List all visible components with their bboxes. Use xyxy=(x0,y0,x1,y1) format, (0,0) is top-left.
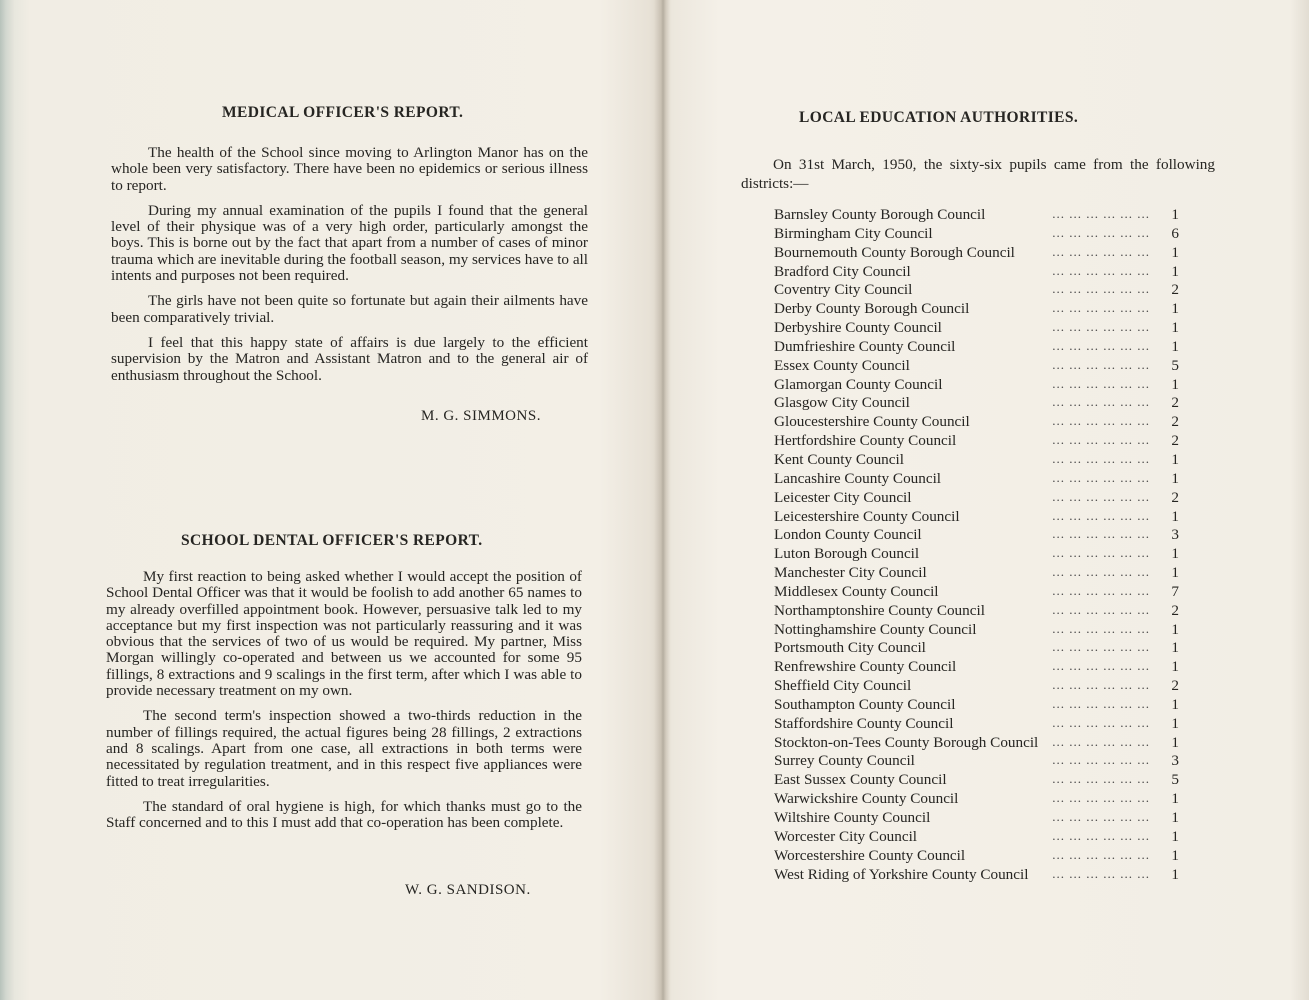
lea-name: Middlesex County Council xyxy=(774,582,939,600)
lea-name: Essex County Council xyxy=(774,356,910,374)
lea-row xyxy=(774,432,1194,451)
lea-row xyxy=(774,451,1194,470)
medical-paragraph: During my annual examination of the pupils I found that the general level of their physique was of a very high order, particularly amongst the boys. This is borne out by the fact that apart from a number of cases of minor trauma which are inevitable during the football season, my services have to all intents and purposes not been required. xyxy=(111,201,588,285)
lea-row xyxy=(774,338,1194,357)
leader-dots: ... ... ... ... ... ... xyxy=(1052,790,1150,806)
lea-name: Worcestershire County Council xyxy=(774,846,966,864)
lea-name: Northamptonshire County Council xyxy=(774,601,985,619)
lea-row xyxy=(774,658,1194,677)
lea-name: Barnsley County Borough Council xyxy=(774,206,986,223)
leader-dots: ... ... ... ... ... ... xyxy=(1052,394,1150,410)
lea-count: 1 xyxy=(1171,375,1179,393)
lea-row xyxy=(774,564,1194,583)
lea-count: 1 xyxy=(1171,545,1179,563)
lea-count: 5 xyxy=(1171,771,1179,789)
leader-dots: ... ... ... ... ... ... xyxy=(1052,413,1150,429)
lea-row xyxy=(774,828,1194,847)
lea-name: Lancashire County Council xyxy=(774,469,942,487)
lea-name: Nottinghamshire County Council xyxy=(774,620,977,638)
medical-signature: M. G. SIMMONS. xyxy=(421,408,541,424)
lea-count: 2 xyxy=(1171,432,1179,450)
medical-paragraph: I feel that this happy state of affairs is due largely to the efficient supervision by the Matron and Assistant Matron and to the general air of enthusiasm throughout the School. xyxy=(111,333,588,384)
lea-name: Coventry City Council xyxy=(774,281,913,299)
lea-row xyxy=(774,470,1194,489)
leader-dots: ... ... ... ... ... ... xyxy=(1052,582,1150,598)
lea-row xyxy=(774,847,1194,866)
lea-name: Derbyshire County Council xyxy=(774,319,942,337)
lea-count: 3 xyxy=(1171,526,1179,544)
leader-dots: ... ... ... ... ... ... xyxy=(1052,809,1150,824)
dental-signature: W. G. SANDISON. xyxy=(405,882,531,898)
lea-count: 1 xyxy=(1171,658,1179,676)
lea-count: 2 xyxy=(1171,601,1179,619)
medical-report-body xyxy=(111,145,588,393)
lea-count: 1 xyxy=(1171,507,1179,525)
lea-name: Leicester City Council xyxy=(774,488,912,506)
lea-name: Surrey County Council xyxy=(774,752,915,770)
lea-row xyxy=(774,281,1194,300)
lea-name: West Riding of Yorkshire County Council xyxy=(774,865,1029,883)
leader-dots: ... ... ... ... ... ... xyxy=(1052,300,1150,316)
lea-list xyxy=(774,206,1194,884)
lea-intro: On 31st March, 1950, the sixty-six pupils came from the following districts:— xyxy=(741,156,1215,192)
leader-dots: ... ... ... ... ... ... xyxy=(1052,375,1150,391)
medical-report-title: MEDICAL OFFICER'S REPORT. xyxy=(222,104,464,121)
lea-row xyxy=(774,602,1194,621)
lea-name: Southampton County Council xyxy=(774,695,956,713)
leader-dots: ... ... ... ... ... ... xyxy=(1052,677,1150,693)
lea-count: 2 xyxy=(1171,677,1179,695)
lea-name: Glasgow City Council xyxy=(774,394,910,412)
lea-row xyxy=(774,677,1194,696)
lea-count: 1 xyxy=(1171,206,1179,223)
lea-name: Wiltshire County Council xyxy=(774,809,931,826)
leader-dots: ... ... ... ... ... ... xyxy=(1052,206,1150,221)
leader-dots: ... ... ... ... ... ... xyxy=(1052,695,1150,711)
lea-count: 1 xyxy=(1171,564,1179,582)
dental-paragraph: The second term's inspection showed a two-thirds reduction in the number of fillings required, the actual figures being 28 fillings, 2 extractions and 8 scalings. Apart from one case, all extractions in both terms were necessitated by regulation treatment, and in this respect five appliances were fitted to treat irregularities. xyxy=(106,707,582,790)
leader-dots: ... ... ... ... ... ... xyxy=(1052,564,1150,580)
lea-name: Manchester City Council xyxy=(774,564,927,582)
lea-row xyxy=(774,734,1194,753)
lea-row xyxy=(774,621,1194,640)
lea-name: Derby County Borough Council xyxy=(774,300,970,318)
lea-title: LOCAL EDUCATION AUTHORITIES. xyxy=(799,109,1079,126)
lea-name: London County Council xyxy=(774,526,922,544)
lea-row xyxy=(774,696,1194,715)
leader-dots: ... ... ... ... ... ... xyxy=(1052,337,1150,353)
leader-dots: ... ... ... ... ... ... xyxy=(1052,469,1150,485)
lea-name: Sheffield City Council xyxy=(774,677,912,695)
lea-row xyxy=(774,263,1194,282)
lea-name: Gloucestershire County Council xyxy=(774,413,970,431)
lea-row xyxy=(774,583,1194,602)
lea-name: Renfrewshire County Council xyxy=(774,658,957,676)
lea-count: 2 xyxy=(1171,281,1179,299)
lea-count: 3 xyxy=(1171,752,1179,770)
lea-row xyxy=(774,206,1194,225)
lea-name: Dumfrieshire County Council xyxy=(774,337,956,355)
lea-count: 2 xyxy=(1171,394,1179,412)
leader-dots: ... ... ... ... ... ... xyxy=(1052,733,1150,749)
lea-row xyxy=(774,809,1194,828)
leader-dots: ... ... ... ... ... ... xyxy=(1052,281,1150,297)
leader-dots: ... ... ... ... ... ... xyxy=(1052,507,1150,523)
leader-dots: ... ... ... ... ... ... xyxy=(1052,639,1150,655)
lea-count: 1 xyxy=(1171,714,1179,732)
lea-count: 1 xyxy=(1171,790,1179,808)
leader-dots: ... ... ... ... ... ... xyxy=(1052,827,1150,843)
lea-count: 1 xyxy=(1171,262,1179,280)
leader-dots: ... ... ... ... ... ... xyxy=(1052,488,1150,504)
lea-row xyxy=(774,225,1194,244)
lea-row xyxy=(774,489,1194,508)
lea-row xyxy=(774,526,1194,545)
leader-dots: ... ... ... ... ... ... xyxy=(1052,620,1150,636)
leader-dots: ... ... ... ... ... ... xyxy=(1052,243,1150,259)
lea-name: Warwickshire County Council xyxy=(774,790,959,808)
lea-name: Birmingham City Council xyxy=(774,224,933,242)
lea-count: 1 xyxy=(1171,733,1179,751)
leader-dots: ... ... ... ... ... ... xyxy=(1052,601,1150,617)
lea-row xyxy=(774,319,1194,338)
lea-count: 5 xyxy=(1171,356,1179,374)
medical-paragraph: The girls have not been quite so fortunate but again their ailments have been comparatively trivial. xyxy=(111,292,588,326)
lea-row xyxy=(774,508,1194,527)
lea-row xyxy=(774,639,1194,658)
leader-dots: ... ... ... ... ... ... xyxy=(1052,262,1150,278)
lea-count: 1 xyxy=(1171,243,1179,261)
lea-name: Glamorgan County Council xyxy=(774,375,943,393)
lea-row xyxy=(774,752,1194,771)
lea-name: Leicestershire County Council xyxy=(774,507,960,525)
leader-dots: ... ... ... ... ... ... xyxy=(1052,865,1150,881)
lea-count: 7 xyxy=(1171,582,1179,600)
lea-count: 1 xyxy=(1171,620,1179,638)
lea-name: Hertfordshire County Council xyxy=(774,432,957,450)
leader-dots: ... ... ... ... ... ... xyxy=(1052,771,1150,787)
leader-dots: ... ... ... ... ... ... xyxy=(1052,752,1150,768)
lea-name: Bournemouth County Borough Council xyxy=(774,243,1015,261)
lea-count: 1 xyxy=(1171,469,1179,487)
lea-count: 2 xyxy=(1171,488,1179,506)
lea-name: Luton Borough Council xyxy=(774,545,920,563)
leader-dots: ... ... ... ... ... ... xyxy=(1052,450,1150,466)
leader-dots: ... ... ... ... ... ... xyxy=(1052,714,1150,730)
leader-dots: ... ... ... ... ... ... xyxy=(1052,846,1150,862)
lea-count: 1 xyxy=(1171,827,1179,845)
lea-count: 6 xyxy=(1171,224,1179,242)
lea-row xyxy=(774,715,1194,734)
lea-count: 1 xyxy=(1171,846,1179,864)
leader-dots: ... ... ... ... ... ... xyxy=(1052,526,1150,542)
lea-name: East Sussex County Council xyxy=(774,771,947,789)
lea-row xyxy=(774,413,1194,432)
lea-row xyxy=(774,300,1194,319)
lea-count: 1 xyxy=(1171,809,1179,826)
leader-dots: ... ... ... ... ... ... xyxy=(1052,319,1150,335)
lea-count: 2 xyxy=(1171,413,1179,431)
lea-row xyxy=(774,244,1194,263)
lea-row xyxy=(774,866,1194,885)
lea-name: Kent County Council xyxy=(774,450,904,468)
right-page xyxy=(664,0,1309,1000)
lea-row xyxy=(774,771,1194,790)
lea-count: 1 xyxy=(1171,865,1179,883)
lea-name: Bradford City Council xyxy=(774,262,911,280)
leader-dots: ... ... ... ... ... ... xyxy=(1052,224,1150,240)
lea-count: 1 xyxy=(1171,300,1179,318)
lea-row xyxy=(774,394,1194,413)
lea-name: Portsmouth City Council xyxy=(774,639,926,657)
leader-dots: ... ... ... ... ... ... xyxy=(1052,545,1150,561)
lea-count: 1 xyxy=(1171,337,1179,355)
dental-paragraph: The standard of oral hygiene is high, for which thanks must go to the Staff concerned and to this I must add that co-operation has been complete. xyxy=(106,797,582,832)
lea-row xyxy=(774,376,1194,395)
lea-row xyxy=(774,790,1194,809)
lea-count: 1 xyxy=(1171,319,1179,337)
leader-dots: ... ... ... ... ... ... xyxy=(1052,658,1150,674)
lea-row xyxy=(774,545,1194,564)
lea-count: 1 xyxy=(1171,695,1179,713)
lea-name: Stockton-on-Tees County Borough Council xyxy=(774,733,1039,751)
medical-paragraph: The health of the School since moving to Arlington Manor has on the whole been very satisfactory. There have been no epidemics or serious illness to report. xyxy=(111,144,588,194)
leader-dots: ... ... ... ... ... ... xyxy=(1052,432,1150,448)
lea-name: Worcester City Council xyxy=(774,827,918,845)
leader-dots: ... ... ... ... ... ... xyxy=(1052,356,1150,372)
lea-count: 1 xyxy=(1171,639,1179,657)
dental-paragraph: My first reaction to being asked whether I would accept the position of School Dental Officer was that it would be foolish to add another 65 names to my already overfilled appointment book. However, persuasive talk led to my acceptance but my first inspection was not particularly reassuring and it was obvious that the services of two of us would be required. My partner, Miss Morgan willingly co-operated and between us we accounted for some 95 fillings, 8 extractions and 9 scalings in the first term, after which I was able to provide necessary treatment on my own. xyxy=(106,568,582,700)
dental-report-title: SCHOOL DENTAL OFFICER'S REPORT. xyxy=(181,532,483,549)
dental-report-body xyxy=(106,569,582,840)
lea-count: 1 xyxy=(1171,450,1179,468)
lea-name: Staffordshire County Council xyxy=(774,714,954,732)
lea-row xyxy=(774,357,1194,376)
